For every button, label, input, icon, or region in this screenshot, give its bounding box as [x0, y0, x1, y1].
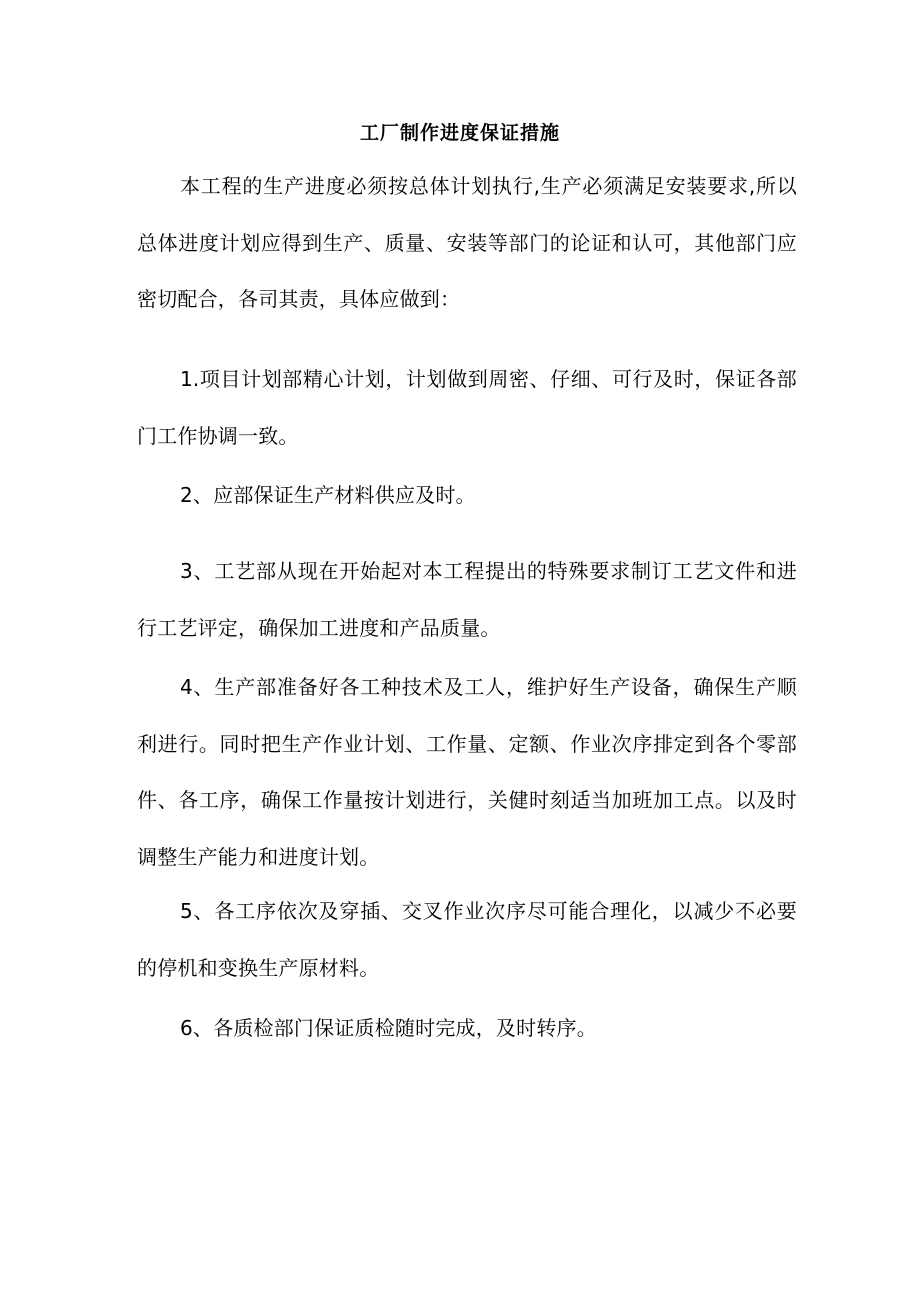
measure-item-3: 3、工艺部从现在开始起对本工程提出的特殊要求制订工艺文件和进行工艺评定，确保加工进度和产品质量。 [137, 559, 797, 640]
measure-item-5: 5、各工序依次及穿插、交叉作业次序尽可能合理化，以减少不必要的停机和变换生产原材料。 [137, 899, 797, 980]
intro-paragraph: 本工程的生产进度必须按总体计划执行,生产必须满足安装要求,所以总体进度计划应得到生产、质量、安装等部门的论证和认可，其他部门应密切配合，各司其责，具体应做到： [137, 174, 797, 311]
measure-item-6: 6、各质检部门保证质检随时完成，及时转序。 [180, 1016, 597, 1040]
measure-item-1: 1.项目计划部精心计划，计划做到周密、仔细、可行及时，保证各部门工作协调一致。 [137, 367, 797, 448]
measure-item-4: 4、生产部准备好各工种技术及工人，维护好生产设备，确保生产顺利进行。同时把生产作业计划、工作量、定额、作业次序排定到各个零部件、各工序，确保工作量按计划进行，关健时刻适当加班加工点。以及时调整生产能力和进度计划。 [137, 675, 797, 869]
measure-item-2: 2、应部保证生产材料供应及时。 [180, 483, 476, 507]
document-title: 工厂制作进度保证措施 [359, 122, 560, 144]
